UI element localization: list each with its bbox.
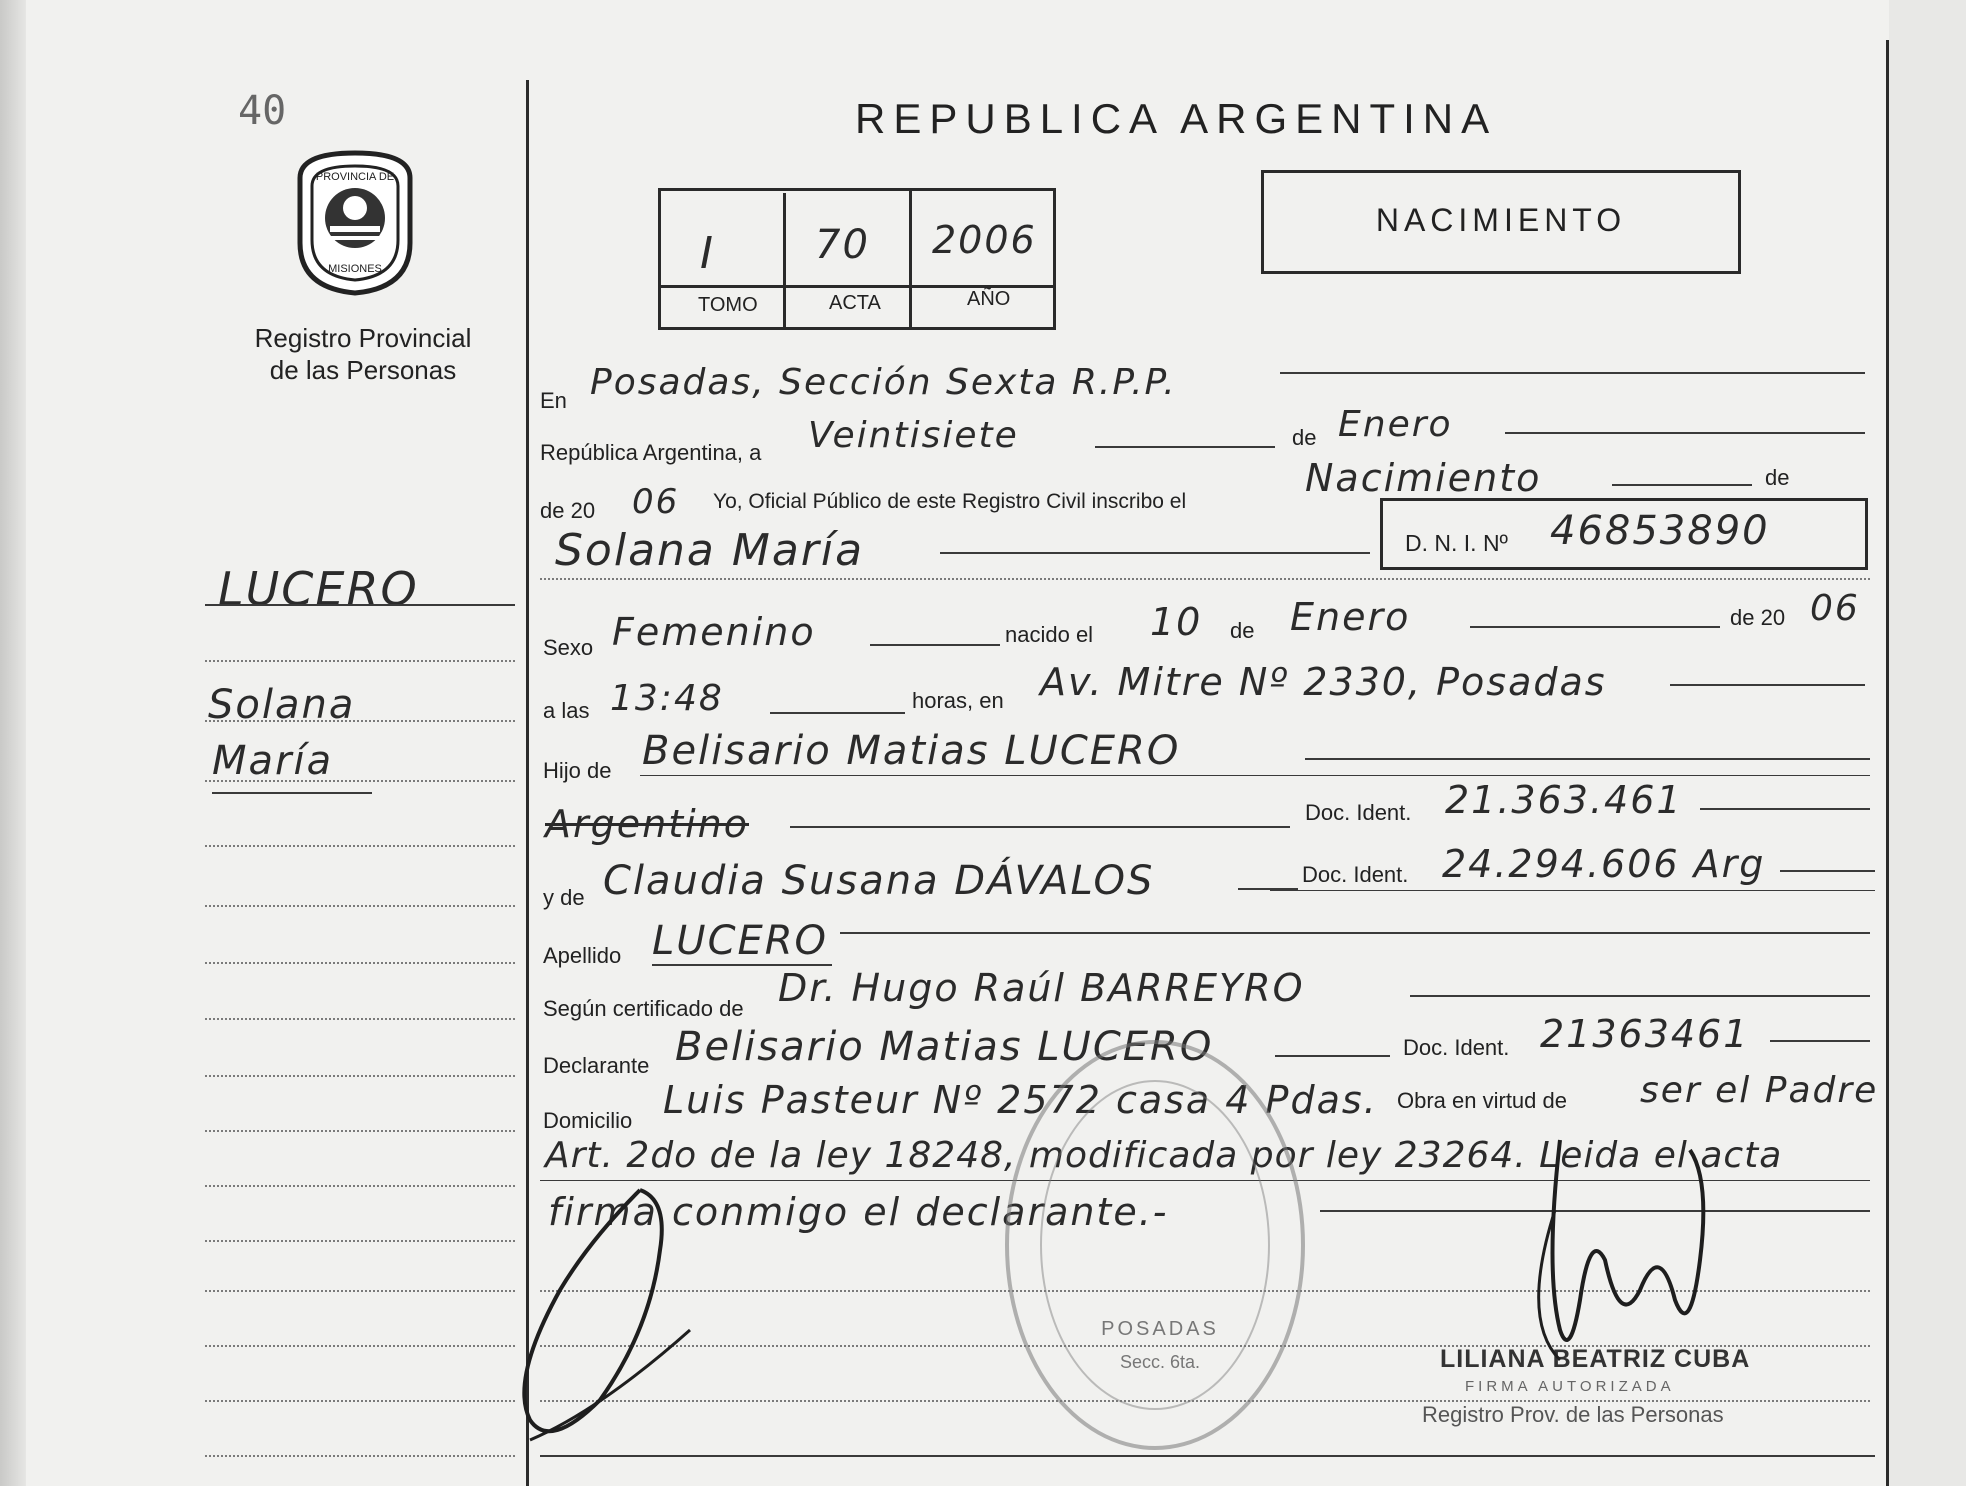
record-type: NACIMIENTO — [1375, 202, 1627, 238]
label-domicilio: Domicilio — [543, 1108, 633, 1133]
country-title: REPUBLICA ARGENTINA — [855, 95, 1498, 142]
margin-surname: LUCERO — [218, 562, 419, 616]
birth-month-value: Enero — [1290, 595, 1411, 639]
birth-day-value: 10 — [1150, 600, 1203, 644]
registry-line-2: de las Personas — [269, 355, 457, 385]
seal-top-text: PROVINCIA DE — [315, 171, 395, 183]
father-doc-value: 21.363.461 — [1445, 778, 1683, 822]
acta-label: ACTA — [829, 292, 881, 314]
day-text-value: Veintisiete — [808, 415, 1019, 456]
page-left-edge — [0, 0, 26, 1486]
stamp-city: POSADAS — [1101, 1318, 1219, 1340]
sex-value: Femenino — [612, 610, 816, 654]
page-number: 40 — [238, 88, 287, 134]
tomo-value: I — [700, 228, 715, 279]
registry-name — [230, 322, 496, 386]
label-ydel: y de — [543, 885, 585, 910]
page-right-border — [1886, 40, 1889, 1486]
declarant-value: Belisario Matias LUCERO — [675, 1024, 1214, 1070]
label-sexo: Sexo — [543, 635, 594, 660]
label-de-3: de — [1230, 618, 1255, 643]
tomo-label: TOMO — [698, 294, 758, 316]
margin-name-1: Solana — [208, 682, 356, 728]
label-alas: a las — [543, 698, 590, 723]
label-year: de 20 — [540, 498, 596, 523]
event-value: Nacimiento — [1305, 456, 1542, 500]
surname-value: LUCERO — [652, 918, 829, 964]
ano-label: AÑO — [967, 288, 1011, 310]
article-line: Art. 2do de la ley 18248, modificada por ley 23264. Leida el acta — [545, 1135, 1783, 1176]
label-doc-1: Doc. Ident. — [1305, 800, 1412, 825]
place-value: Posadas, Sección Sexta R.P.P. — [590, 362, 1177, 403]
declarant-doc-value: 21363461 — [1540, 1012, 1750, 1056]
label-birth-year: de 20 — [1730, 605, 1786, 630]
column-divider — [526, 80, 529, 1486]
officer-role: FIRMA AUTORIZADA — [1465, 1378, 1675, 1395]
dni-label: D. N. I. Nº — [1405, 530, 1508, 556]
birth-year-value: 06 — [1810, 588, 1860, 629]
page-right-margin — [1889, 0, 1966, 1486]
label-en: En — [540, 388, 567, 413]
label-de-2: de — [1765, 465, 1790, 490]
label-obra: Obra en virtud de — [1397, 1088, 1567, 1113]
father-nationality: Argentino — [545, 802, 749, 846]
seal-bottom-text: MISIONES — [328, 263, 382, 275]
mother-doc-value: 24.294.606 Arg — [1442, 842, 1766, 886]
signature-line: firma conmigo el declarante.- — [548, 1190, 1169, 1234]
label-doc-3: Doc. Ident. — [1403, 1035, 1510, 1060]
label-nacido: nacido el — [1005, 622, 1094, 647]
label-republica: República Argentina, a — [540, 440, 762, 465]
label-horas: horas, en — [912, 688, 1004, 713]
registry-line-1: Registro Provincial — [254, 323, 472, 353]
month-value: Enero — [1338, 404, 1453, 445]
label-hijo: Hijo de — [543, 758, 612, 783]
father-value: Belisario Matias LUCERO — [642, 728, 1181, 774]
year-value: 06 — [632, 482, 680, 522]
label-de: de — [1292, 425, 1317, 450]
officer-name: LILIANA BEATRIZ CUBA — [1440, 1345, 1751, 1373]
acta-value: 70 — [815, 222, 870, 268]
name-value: Solana María — [555, 525, 865, 576]
dni-value: 46853890 — [1550, 508, 1770, 554]
ano-value: 2006 — [932, 218, 1037, 262]
doctor-value: Dr. Hugo Raúl BARREYRO — [778, 966, 1305, 1010]
provincial-seal-logo — [290, 148, 420, 298]
birth-place-value: Av. Mitre Nº 2330, Posadas — [1040, 660, 1607, 704]
label-declarante: Declarante — [543, 1053, 650, 1078]
label-segun: Según certificado de — [543, 996, 744, 1021]
virtue-value: ser el Padre — [1640, 1070, 1879, 1111]
time-value: 13:48 — [610, 678, 724, 719]
mother-value: Claudia Susana DÁVALOS — [603, 858, 1155, 904]
label-apellido: Apellido — [543, 943, 622, 968]
stamp-section: Secc. 6ta. — [1119, 1352, 1201, 1372]
oficial-text: Yo, Oficial Público de este Registro Civil inscribo el — [713, 490, 1187, 513]
address-value: Luis Pasteur Nº 2572 casa 4 Pdas. — [663, 1078, 1378, 1122]
label-doc-2: Doc. Ident. — [1302, 862, 1409, 887]
officer-registry: Registro Prov. de las Personas — [1422, 1402, 1724, 1427]
margin-name-2: María — [212, 738, 334, 784]
